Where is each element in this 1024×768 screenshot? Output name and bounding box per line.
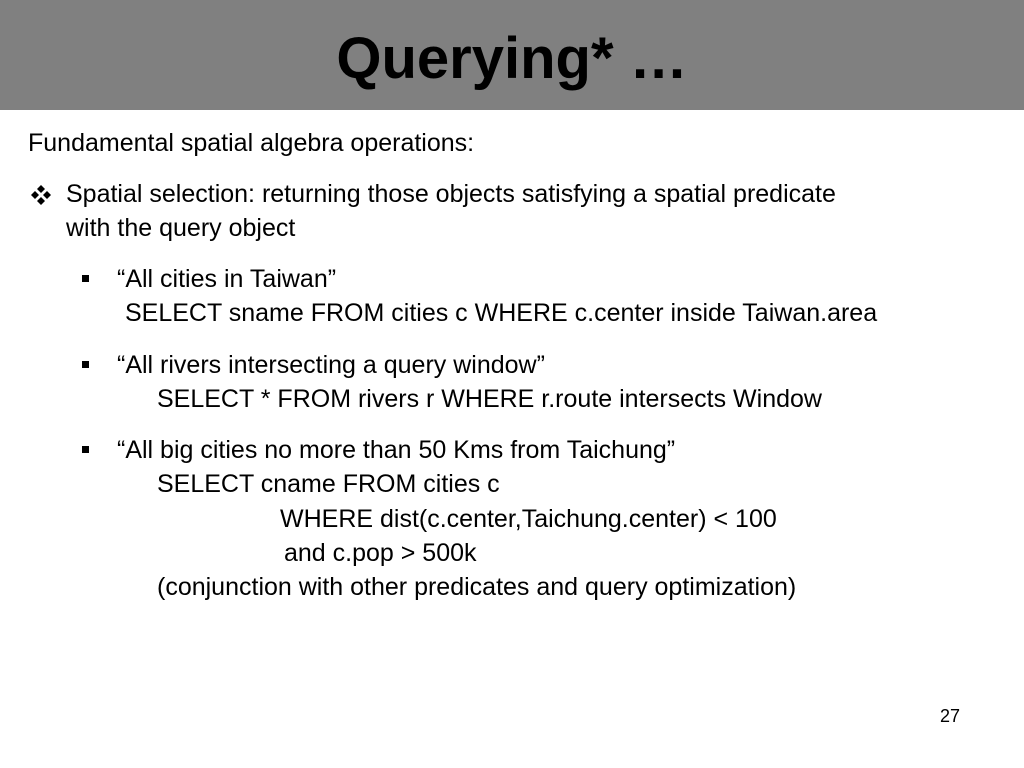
page-number: 27 [939, 706, 961, 726]
example-2-query: SELECT * FROM rivers r WHERE r.route intersects Window [157, 385, 822, 413]
square-bullet-icon [82, 361, 89, 368]
example-3-query-line-2: WHERE dist(c.center,Taichung.center) < 100 [280, 505, 777, 533]
example-3-query-line-1: SELECT cname FROM cities c [157, 470, 500, 498]
example-2-label: “All rivers intersecting a query window” [117, 351, 545, 379]
example-3-query-line-3: and c.pop > 500k [284, 539, 477, 567]
main-bullet-line-2: with the query object [66, 214, 296, 242]
example-3-note: (conjunction with other predicates and query optimization) [157, 573, 797, 601]
main-bullet-line-1: Spatial selection: returning those objects satisfying a spatial predicate [66, 180, 836, 208]
square-bullet-icon [82, 446, 89, 453]
square-bullet-icon [82, 275, 89, 282]
four-diamond-bullet-icon [30, 184, 52, 206]
example-1-label: “All cities in Taiwan” [117, 265, 337, 293]
intro-text: Fundamental spatial algebra operations: [28, 129, 475, 157]
example-1-query: SELECT sname FROM cities c WHERE c.center inside Taiwan.area [125, 299, 878, 327]
slide-title: Querying* … [336, 26, 688, 91]
example-3-label: “All big cities no more than 50 Kms from Taichung” [117, 436, 676, 464]
